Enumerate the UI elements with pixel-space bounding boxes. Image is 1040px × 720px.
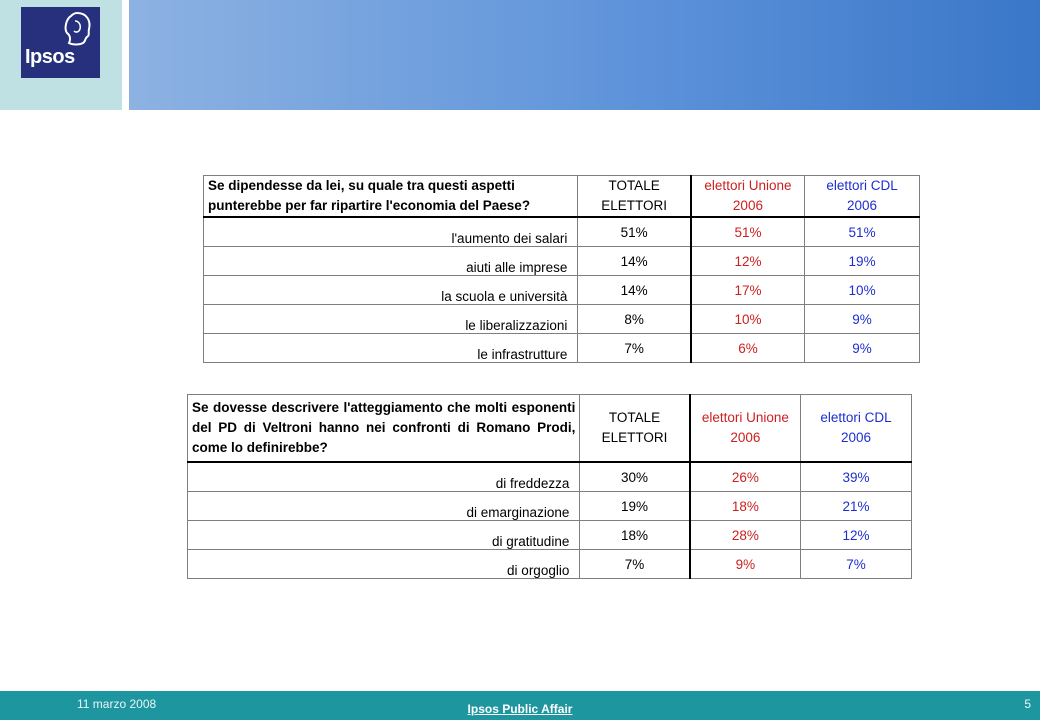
header-line1: TOTALE	[608, 178, 660, 193]
table-row	[188, 462, 912, 492]
row-label: l'aumento dei salari	[204, 217, 578, 247]
table-row	[204, 305, 920, 334]
page-number: 5	[1024, 697, 1031, 711]
table-row	[204, 276, 920, 305]
face-profile-icon	[61, 11, 93, 47]
value-total: 8%	[578, 305, 691, 334]
column-header-unione	[690, 395, 801, 463]
footer-date: 11 marzo 2008	[77, 697, 157, 711]
value-cdl: 10%	[805, 276, 920, 305]
header-band	[129, 0, 1040, 110]
value-total: 14%	[578, 247, 691, 276]
value-cdl: 7%	[801, 550, 912, 579]
value-unione: 6%	[691, 334, 805, 363]
table-row	[204, 217, 920, 247]
row-label: di freddezza	[188, 462, 580, 492]
value-cdl: 21%	[801, 492, 912, 521]
value-total: 19%	[580, 492, 690, 521]
survey-table-economy	[203, 175, 920, 363]
survey-table-pd-attitude	[187, 394, 912, 579]
header-line1: elettori CDL	[826, 178, 898, 193]
header-line2: 2006	[841, 430, 872, 445]
value-total: 51%	[578, 217, 691, 247]
value-cdl: 12%	[801, 521, 912, 550]
row-label: le infrastrutture	[204, 334, 578, 363]
logo-text: Ipsos	[25, 46, 75, 68]
header-line1: TOTALE	[608, 410, 661, 425]
header-line2: 2006	[847, 198, 878, 213]
value-cdl: 51%	[805, 217, 920, 247]
header-line2: 2006	[732, 198, 763, 213]
header-line2: 2006	[730, 430, 761, 445]
header-line2: ELETTORI	[601, 430, 668, 445]
value-unione: 12%	[691, 247, 805, 276]
table-header-row	[188, 395, 912, 463]
column-header-total	[580, 395, 690, 463]
column-header-total	[578, 176, 691, 218]
ipsos-logo	[21, 7, 100, 78]
row-label: di emarginazione	[188, 492, 580, 521]
value-total: 30%	[580, 462, 690, 492]
footer-title-link[interactable]: Ipsos Public Affair	[467, 702, 573, 716]
row-label: le liberalizzazioni	[204, 305, 578, 334]
table-row	[204, 247, 920, 276]
value-cdl: 39%	[801, 462, 912, 492]
value-unione: 51%	[691, 217, 805, 247]
header-line1: elettori CDL	[820, 410, 892, 425]
question-text: Se dipendesse da lei, su quale tra questi aspetti punterebbe per far ripartire l'economia del Paese?	[204, 176, 578, 218]
header-line1: elettori Unione	[701, 410, 789, 425]
column-header-cdl	[805, 176, 920, 218]
header-line1: elettori Unione	[704, 178, 792, 193]
value-unione: 9%	[690, 550, 801, 579]
row-label: di gratitudine	[188, 521, 580, 550]
value-cdl: 19%	[805, 247, 920, 276]
value-total: 7%	[580, 550, 690, 579]
footer-bar	[0, 691, 1040, 720]
value-total: 7%	[578, 334, 691, 363]
header-line2: ELETTORI	[601, 198, 667, 213]
row-label: aiuti alle imprese	[204, 247, 578, 276]
value-total: 14%	[578, 276, 691, 305]
row-label: la scuola e università	[204, 276, 578, 305]
question-text: Se dovesse descrivere l'atteggiamento che molti esponenti del PD di Veltroni hanno nei confronti di Romano Prodi, come lo definirebbe?	[188, 395, 580, 463]
table-header-row	[204, 176, 920, 218]
value-unione: 28%	[690, 521, 801, 550]
row-label: di orgoglio	[188, 550, 580, 579]
column-header-cdl	[801, 395, 912, 463]
table-row	[188, 550, 912, 579]
table-row	[188, 521, 912, 550]
value-cdl: 9%	[805, 334, 920, 363]
table-row	[204, 334, 920, 363]
value-unione: 18%	[690, 492, 801, 521]
value-unione: 26%	[690, 462, 801, 492]
value-unione: 10%	[691, 305, 805, 334]
column-header-unione	[691, 176, 805, 218]
table-row	[188, 492, 912, 521]
value-cdl: 9%	[805, 305, 920, 334]
value-unione: 17%	[691, 276, 805, 305]
value-total: 18%	[580, 521, 690, 550]
